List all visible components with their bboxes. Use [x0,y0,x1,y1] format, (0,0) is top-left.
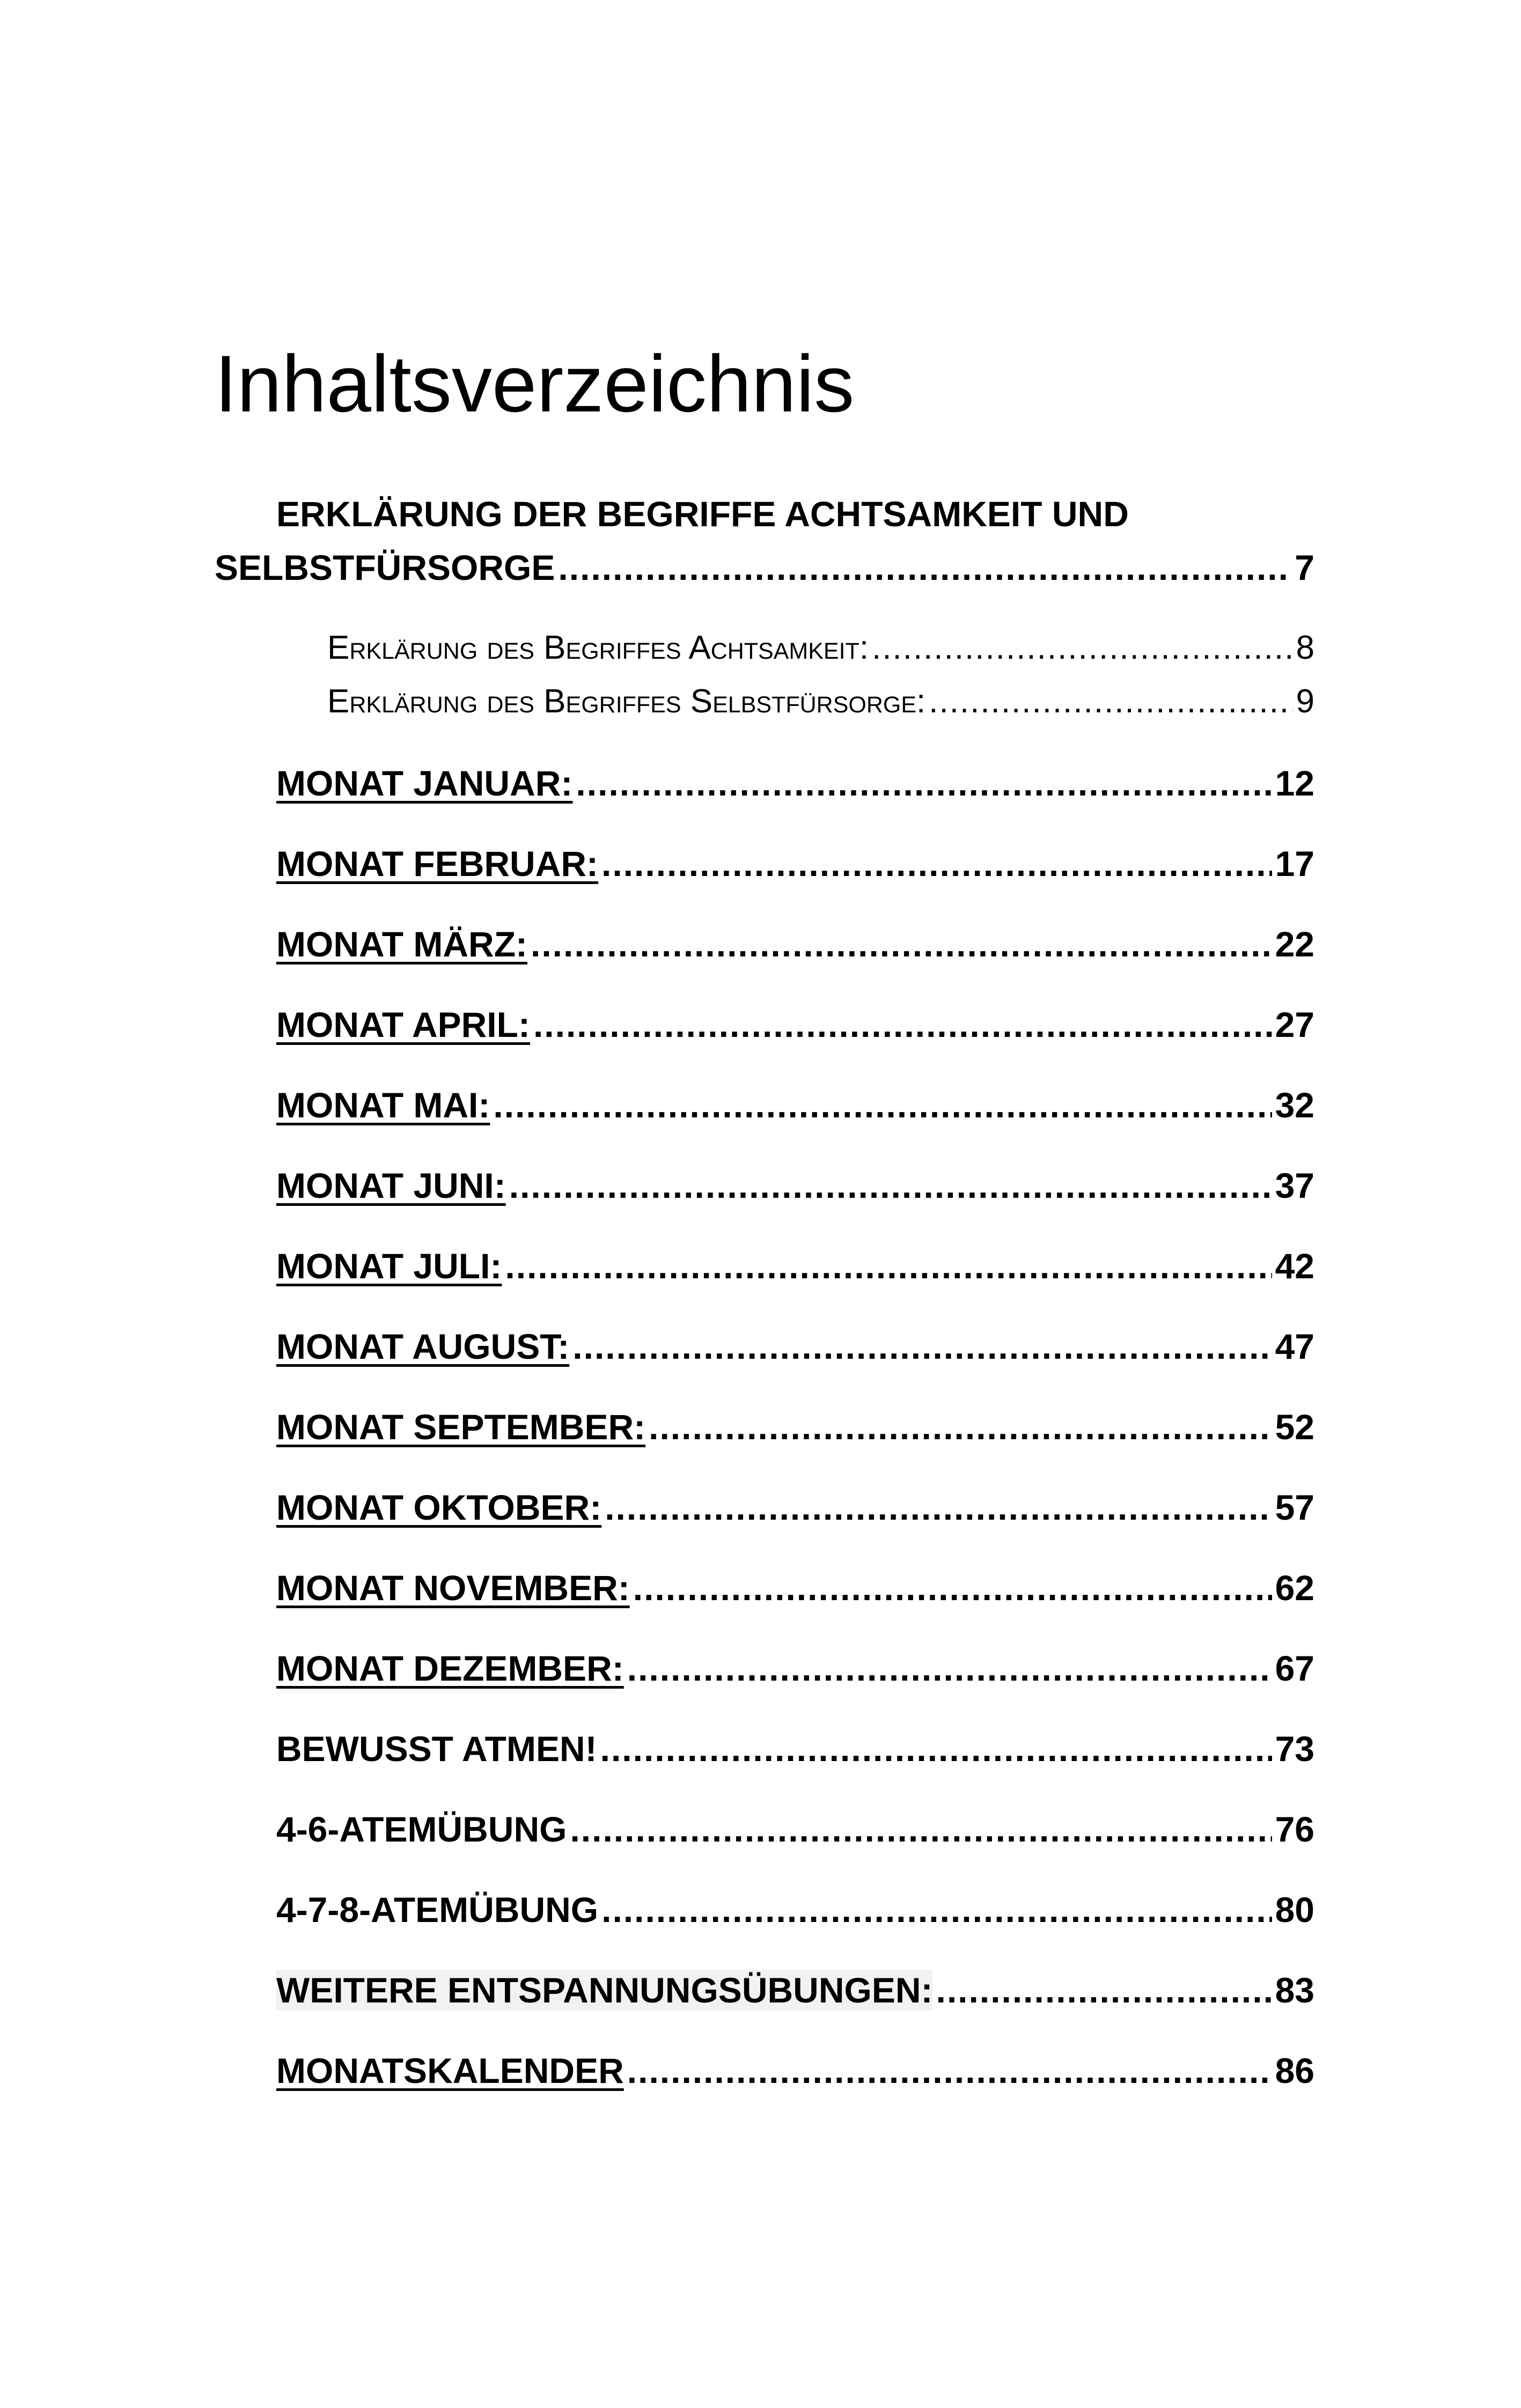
toc-dot-leader [558,547,1291,588]
toc-page-number: 37 [1275,1166,1314,1205]
toc-entry-label: MONAT MÄRZ: [276,924,527,964]
toc-dot-leader [570,1809,1272,1850]
toc-entry-label: MONAT APRIL: [276,1005,530,1044]
toc-dot-leader [505,1246,1272,1286]
toc-page-number: 27 [1275,1005,1314,1044]
toc-page-number: 22 [1275,924,1314,964]
toc-dot-leader [601,843,1272,884]
toc-entry-label: MONAT AUGUST: [276,1327,570,1366]
toc-entry-label: 4-7-8-ATEMÜBUNG [276,1890,599,1930]
toc-entry-maerz[interactable] [276,924,1314,964]
toc-entry-label: MONATSKALENDER [276,2051,624,2090]
toc-entry-label: BEWUSST ATMEN! [276,1729,597,1769]
toc-dot-leader [533,1004,1272,1045]
toc-page-number: 57 [1275,1487,1314,1527]
toc-subentry-label: Erklärung des Begriffes Selbstfürsorge: [327,683,926,720]
toc-dot-leader [576,763,1272,804]
toc-entry-april[interactable] [276,1004,1314,1045]
toc-page-number: 83 [1275,1970,1314,2010]
toc-entry-weitere-entspannungsuebungen[interactable] [276,1970,1314,2011]
toc-page-number: 42 [1275,1246,1314,1286]
toc-entry-label: MONAT SEPTEMBER: [276,1407,646,1447]
toc-dot-leader [649,1406,1272,1447]
toc-entry-juli[interactable] [276,1246,1314,1286]
toc-entry-intro[interactable] [215,547,1314,588]
toc-entry-label: MONAT NOVEMBER: [276,1568,630,1608]
toc-dot-leader [936,1970,1272,2011]
toc-entry-4-7-8-atemuebung[interactable] [276,1889,1314,1930]
toc-entry-label: MONAT JANUAR: [276,763,573,803]
toc-entry-mai[interactable] [276,1085,1314,1125]
toc-entry-monatskalender[interactable] [276,2050,1314,2091]
toc-dot-leader [633,1567,1272,1608]
toc-page-number: 80 [1275,1890,1314,1930]
toc-entry-intro-line1: ERKLÄRUNG DER BEGRIFFE ACHTSAMKEIT UND [276,494,1129,534]
toc-page-number: 86 [1275,2051,1314,2090]
toc-dot-leader [509,1165,1272,1206]
toc-page-number: 17 [1275,844,1314,883]
toc-entry-label: MONAT OKTOBER: [276,1487,602,1527]
toc-entry-bewusst-atmen[interactable] [276,1728,1314,1769]
toc-dot-leader [572,1326,1272,1367]
toc-dot-leader [493,1085,1272,1125]
toc-subentry[interactable] [327,682,1314,720]
toc-dot-leader [605,1487,1272,1528]
toc-entry-november[interactable] [276,1567,1314,1608]
toc-page-number: 67 [1275,1648,1314,1688]
toc-dot-leader [627,2050,1272,2091]
toc-entry-juni[interactable] [276,1165,1314,1206]
toc-dot-leader [872,629,1292,667]
toc-page-number: 12 [1275,763,1314,803]
toc-dot-leader [600,1728,1272,1769]
toc-entry-oktober[interactable] [276,1487,1314,1528]
toc-page-number: 32 [1275,1085,1314,1125]
toc-dot-leader [601,1889,1272,1930]
toc-entry-label: MONAT JULI: [276,1246,502,1286]
toc-page-number: 47 [1275,1327,1314,1366]
toc-entry-august[interactable] [276,1326,1314,1367]
toc-page-number: 8 [1296,629,1314,666]
toc-entry-4-6-atemuebung[interactable] [276,1809,1314,1850]
toc-entry-label: WEITERE ENTSPANNUNGSÜBUNGEN: [276,1970,933,2010]
toc-page-number: 76 [1275,1809,1314,1849]
toc-entry-label: 4-6-ATEMÜBUNG [276,1809,567,1849]
toc-entry-februar[interactable] [276,843,1314,884]
toc-entry-label: SELBSTFÜRSORGE [215,548,555,587]
toc-page-number: 62 [1275,1568,1314,1608]
toc-entry-september[interactable] [276,1406,1314,1447]
toc-subentry-label: Erklärung des Begriffes Achtsamkeit: [327,629,869,666]
toc-entry-januar[interactable] [276,763,1314,804]
toc-dot-leader [929,682,1292,720]
toc-page-number: 52 [1275,1407,1314,1447]
toc-page-number: 7 [1295,548,1314,587]
toc-entry-label: MONAT JUNI: [276,1166,506,1205]
toc-entry-dezember[interactable] [276,1648,1314,1689]
toc-entry-label: MONAT FEBRUAR: [276,844,599,883]
toc-dot-leader [627,1648,1272,1689]
toc-page-number: 73 [1275,1729,1314,1769]
toc-subentry[interactable] [327,629,1314,667]
page-title: Inhaltsverzeichnis [215,338,855,429]
toc-entry-label: MONAT MAI: [276,1085,490,1125]
toc-page-number: 9 [1296,683,1314,720]
toc-entry-label: MONAT DEZEMBER: [276,1648,624,1688]
toc-dot-leader [531,924,1272,964]
